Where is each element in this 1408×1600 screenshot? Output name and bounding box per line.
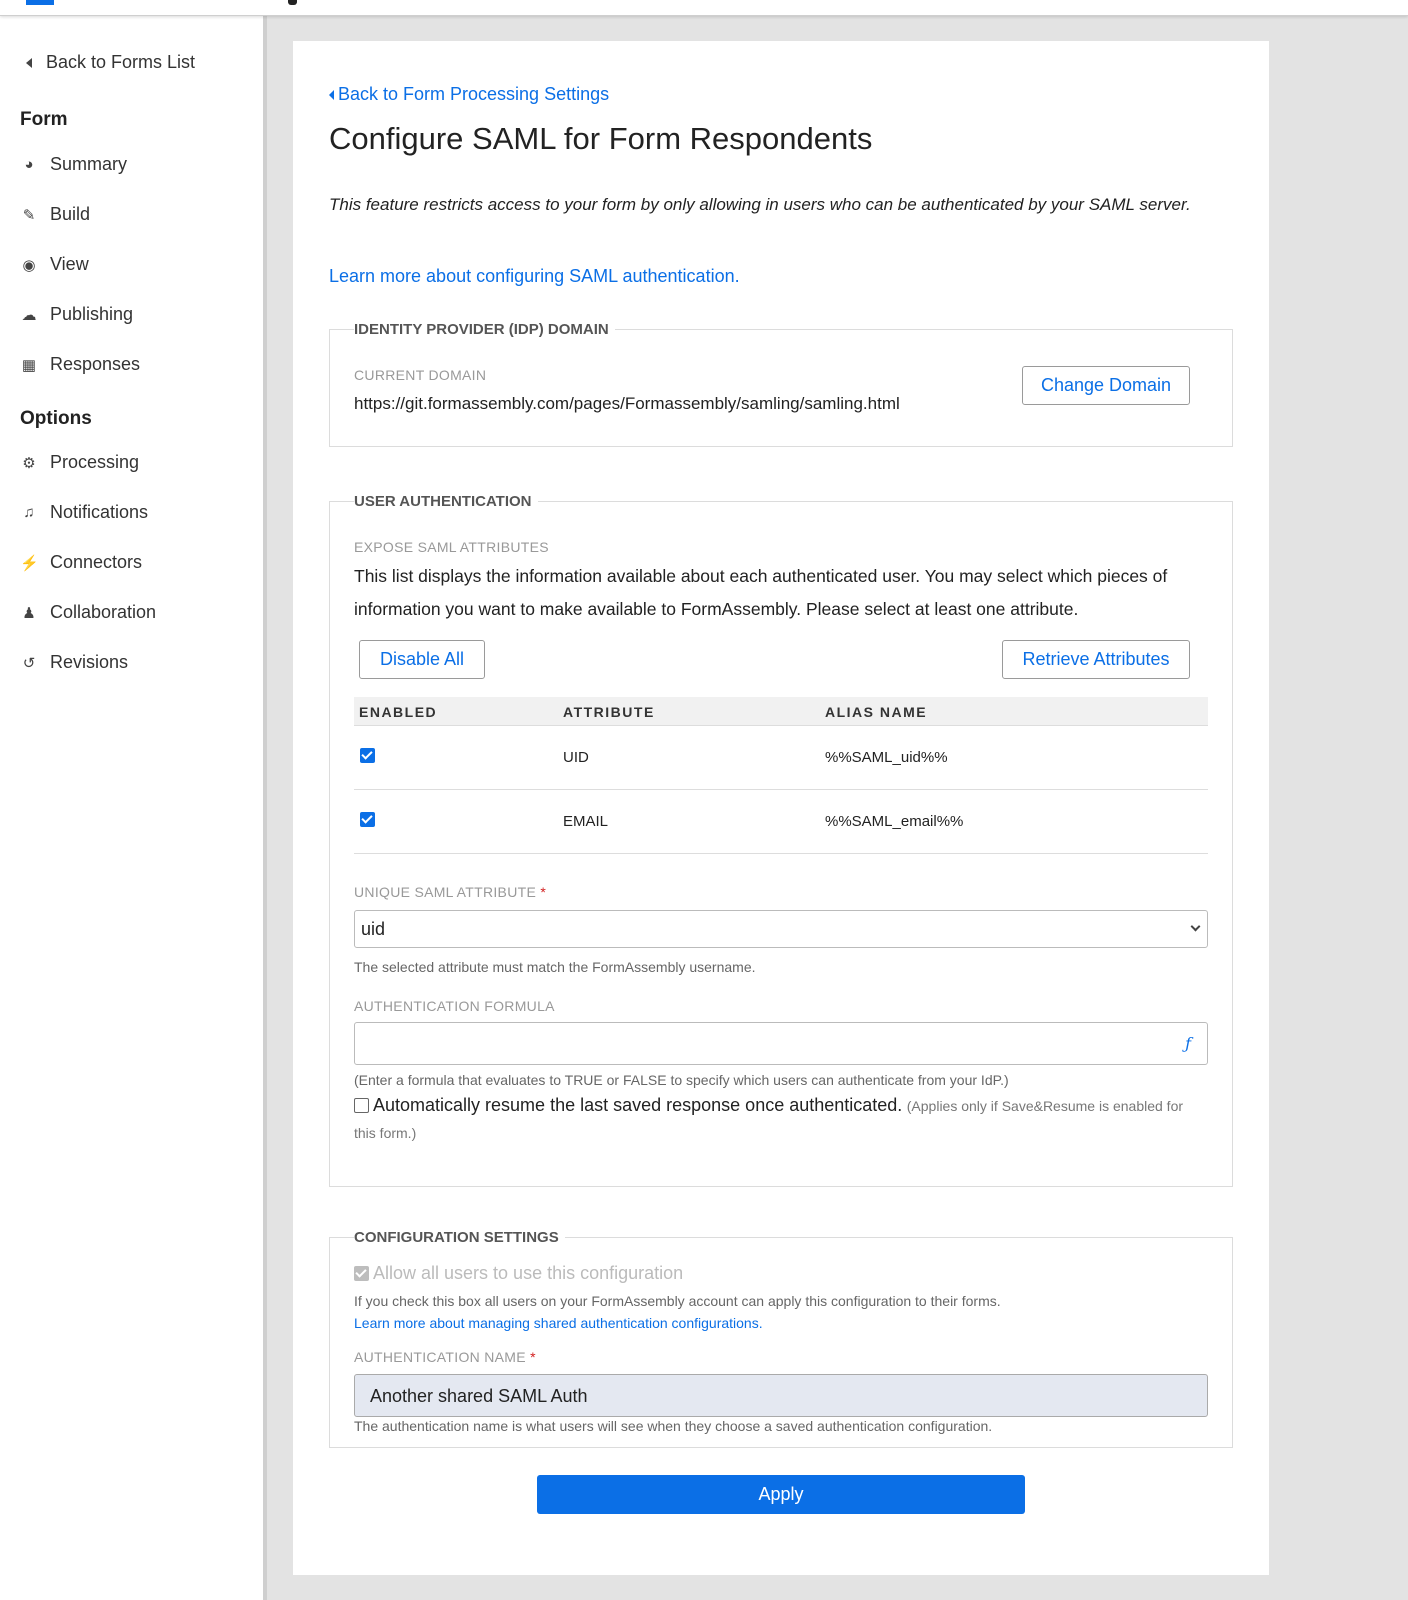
caret-left-icon (329, 90, 334, 100)
attribute-cell: EMAIL (563, 813, 609, 830)
sidebar-item-label: Summary (50, 154, 128, 174)
learn-more-saml-link[interactable]: Learn more about configuring SAML authentication. (329, 266, 740, 286)
resume-option (354, 1092, 1204, 1147)
configuration-settings-section (329, 1229, 1233, 1448)
allow-all-label: Allow all users to use this configuration (373, 1263, 684, 1283)
sidebar-item-processing[interactable] (20, 452, 139, 473)
column-header-alias: ALIAS NAME (825, 704, 928, 720)
table-icon: ▦ (21, 356, 37, 374)
unique-attribute-hint: The selected attribute must match the FormAssembly username. (354, 959, 756, 975)
top-bar (0, 0, 1408, 16)
change-domain-button[interactable]: Change Domain (1022, 366, 1190, 405)
expose-attributes-description: This list displays the information available about each authenticated user. You may select which pieces of information you want to make available to FormAssembly. Please select at least one attribute. (354, 566, 1168, 619)
caret-left-icon (26, 58, 32, 68)
back-to-processing-label: Back to Form Processing Settings (338, 84, 610, 104)
palette-icon: ◕ (24, 156, 34, 173)
sidebar-item-label: Processing (50, 452, 140, 472)
bell-icon: ♫ (23, 504, 35, 521)
sidebar-item-label: Publishing (50, 304, 134, 324)
back-to-forms-link[interactable] (26, 52, 195, 73)
sidebar-item-connectors[interactable] (20, 552, 142, 573)
current-domain-value: https://git.formassembly.com/pages/Formassembly/samling/samling.html (354, 394, 900, 413)
allow-all-option (354, 1263, 683, 1284)
idp-domain-section (329, 321, 1233, 447)
allow-all-hint: If you check this box all users on your FormAssembly account can apply this configuration to their forms. (354, 1293, 1001, 1309)
sidebar-item-label: Revisions (50, 652, 129, 672)
sidebar-item-collaboration[interactable] (20, 602, 156, 623)
table-row (354, 726, 1208, 790)
sidebar-item-label: Connectors (50, 552, 143, 572)
sidebar-item-label: Build (50, 204, 91, 224)
eye-icon: ◉ (22, 256, 36, 274)
unique-attribute-value: uid (361, 919, 386, 939)
required-mark: * (530, 1349, 536, 1365)
sidebar-item-view[interactable] (20, 254, 89, 275)
sidebar-item-revisions[interactable] (20, 652, 128, 673)
sidebar-item-label: Notifications (50, 502, 149, 522)
main-card (293, 41, 1269, 1575)
sidebar-item-label: Collaboration (50, 602, 157, 622)
resume-checkbox[interactable] (354, 1098, 369, 1113)
sidebar-section-form: Form (20, 109, 68, 130)
apply-button[interactable]: Apply (537, 1475, 1025, 1514)
configuration-settings-legend: CONFIGURATION SETTINGS (354, 1229, 565, 1246)
idp-domain-legend: IDENTITY PROVIDER (IDP) DOMAIN (354, 321, 615, 338)
page-title: Configure SAML for Form Respondents (329, 121, 873, 156)
intro-text: This feature restricts access to your form by only allowing in users who can be authenticated by your SAML server. (329, 195, 1191, 214)
sidebar-item-build[interactable] (20, 204, 90, 225)
column-header-attribute: ATTRIBUTE (563, 704, 655, 720)
expose-attributes-label: EXPOSE SAML ATTRIBUTES (354, 539, 549, 555)
history-icon: ↺ (22, 654, 36, 672)
cloud-upload-icon: ☁ (21, 306, 37, 324)
sidebar-item-summary[interactable] (20, 154, 127, 175)
back-to-processing-link[interactable] (329, 84, 609, 105)
chevron-down-icon (1191, 922, 1201, 932)
resume-note: (Applies only if Save&Resume is enabled for this form.) (354, 1098, 1184, 1141)
resume-label: Automatically resume the last saved response once authenticated. (373, 1095, 903, 1115)
auth-name-input[interactable]: Another shared SAML Auth (354, 1374, 1208, 1417)
gears-icon: ⚙ (22, 454, 36, 472)
enabled-checkbox[interactable] (360, 748, 375, 763)
auth-name-hint: The authentication name is what users will see when they choose a saved authentication configuration. (354, 1418, 993, 1434)
sidebar (0, 16, 267, 1600)
auth-formula-hint: (Enter a formula that evaluates to TRUE or FALSE to specify which users can authenticate from your IdP.) (354, 1072, 1009, 1088)
sidebar-section-options: Options (20, 408, 92, 429)
pencil-icon: ✎ (22, 206, 36, 224)
plug-icon: ⚡ (20, 554, 39, 572)
required-mark: * (540, 884, 547, 900)
column-header-enabled: ENABLED (359, 704, 438, 720)
disable-all-button[interactable]: Disable All (359, 640, 485, 679)
auth-name-label: AUTHENTICATION NAME * (354, 1349, 536, 1365)
sidebar-item-notifications[interactable] (20, 502, 148, 523)
formula-icon[interactable]: ƒ (1185, 1034, 1191, 1053)
brand-logo-tail (288, 0, 297, 5)
sidebar-item-responses[interactable] (20, 354, 140, 375)
table-row (354, 790, 1208, 854)
auth-formula-input[interactable] (354, 1022, 1208, 1065)
users-icon: ♟ (22, 604, 36, 622)
user-authentication-section (329, 493, 1233, 1187)
unique-attribute-select[interactable] (354, 910, 1208, 948)
sidebar-item-publishing[interactable] (20, 304, 133, 325)
current-domain-label: CURRENT DOMAIN (354, 367, 487, 383)
auth-formula-label: AUTHENTICATION FORMULA (354, 998, 555, 1014)
back-to-forms-label: Back to Forms List (46, 52, 196, 72)
enabled-checkbox[interactable] (360, 812, 375, 827)
allow-all-checkbox[interactable] (354, 1266, 369, 1281)
attribute-cell: UID (563, 749, 589, 766)
sidebar-item-label: View (50, 254, 89, 274)
learn-more-shared-link[interactable]: Learn more about managing shared authentication configurations. (354, 1315, 763, 1331)
alias-cell: %%SAML_uid%% (825, 749, 948, 766)
brand-logo[interactable] (26, 0, 54, 5)
alias-cell: %%SAML_email%% (825, 813, 964, 830)
attributes-table-header (354, 697, 1208, 726)
user-authentication-legend: USER AUTHENTICATION (354, 493, 538, 510)
retrieve-attributes-button[interactable]: Retrieve Attributes (1002, 640, 1190, 679)
unique-attribute-label: UNIQUE SAML ATTRIBUTE * (354, 884, 547, 900)
sidebar-item-label: Responses (50, 354, 141, 374)
